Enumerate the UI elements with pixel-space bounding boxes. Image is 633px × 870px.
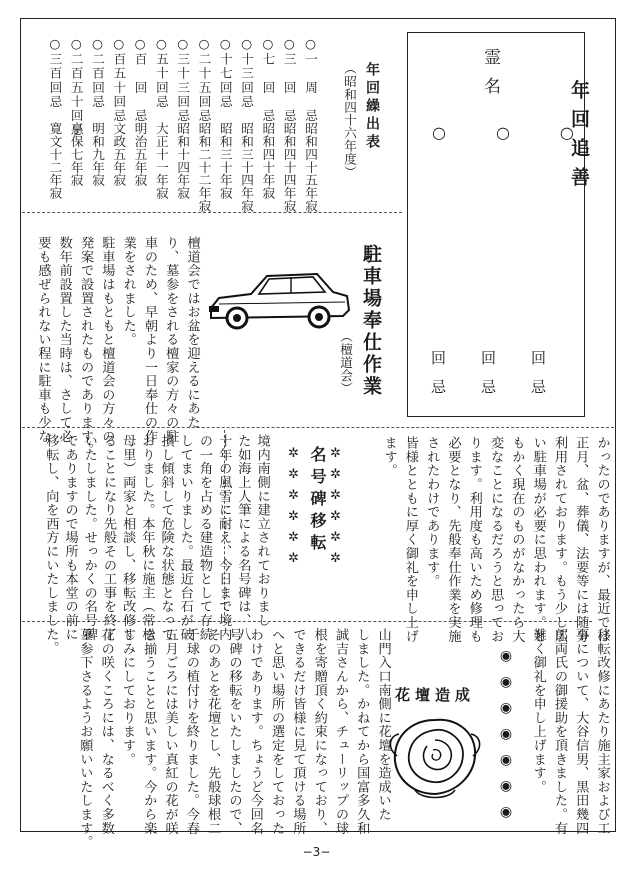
nenkai-row-year: 明和九年寂 [90, 122, 105, 187]
nenkai-row-kaiki: ○十七回忌 [217, 36, 233, 109]
monument-text-column: 母里）両家と相談し、移転改修す [120, 434, 136, 641]
kadan-text-column: しました。かねてから国富多久和 [354, 628, 370, 835]
memorial-kaiki-3: 回忌 [429, 350, 447, 408]
monument-text-column: 十年の風雪に耐え、今日まで境内 [216, 434, 232, 641]
nenkai-row-kaiki: ○百五十回忌 [111, 36, 127, 123]
monument-text-column: ることになり先般その工事を終了 [100, 434, 116, 641]
parking-text-column: 業をされました。 [120, 236, 136, 347]
monument-stars-bottom: ✲✲✲✲✲✲ [286, 446, 301, 572]
parking-text-column: 数年前設置した当時は、さして必 [56, 236, 72, 443]
kadan-text-column: 号碑の移転をいたしましたので、 [226, 628, 242, 835]
kadan-text-column: 根を寄贈頂く約束になっており、 [311, 628, 327, 835]
nenkai-subtitle: （昭和四十六年度） [342, 62, 357, 179]
nenkai-row-kaiki: ○三十三回忌 [175, 36, 191, 123]
page-number: −3− [302, 845, 331, 859]
kadan-decorative-dots: ◉◉◉◉◉◉◉ [498, 648, 514, 830]
monument-text-column: いたしました。せっかくの名号碑 [81, 434, 97, 641]
kadan-text-column: できるだけ皆様に見て頂ける場所 [290, 628, 306, 835]
monument-text-column: 境内南側に建立されておりまし [254, 434, 270, 628]
kadan-text-column: しみにしております。 [119, 628, 135, 766]
nenkai-title: 年回繰出表 [364, 62, 380, 152]
nenkai-row-kaiki: ○二十五回忌 [196, 36, 212, 123]
kadan-title: 花壇造成 [395, 686, 476, 704]
monument-text-column: 損し傾斜して危険な状態となって [158, 434, 174, 641]
parking-text-column: い駐車場が必要に思われます。と [530, 436, 546, 643]
nenkai-row-year: 昭和四十年寂 [260, 122, 276, 200]
memorial-label: 霊名 [480, 48, 500, 106]
parking-text-column: 発案で設置されたものであります。 [78, 236, 94, 457]
rose-illustration [385, 712, 485, 802]
nenkai-row-year: 享保七年寂 [68, 122, 84, 187]
parking-text-column: ます。 [381, 436, 397, 478]
monument-text-column: の一角を占める建造物として存続 [196, 434, 212, 641]
memorial-kaiki-1: 回忌 [529, 350, 547, 408]
nenkai-row-kaiki: ○二百回忌 [90, 36, 105, 109]
nenkai-row-kaiki: ○一 周 忌 [303, 36, 318, 123]
kadan-text-column: 誠吉さんから、チューリップの球 [332, 628, 348, 835]
nenkai-row-year: 昭和三十四年寂 [239, 122, 255, 213]
parking-text-column: り、墓参をされる檀家の方々の駐 [163, 236, 179, 443]
kadan-text-column: そのあとを花壇とし、先般球根二 [205, 628, 221, 835]
parking-byline: （檀道会） [338, 330, 353, 395]
memorial-kaiki-2: 回忌 [479, 350, 497, 408]
parking-text-column: もかく現在のものがなかったら大 [509, 436, 525, 643]
monument-text-column: 移転し、向を西方にいたしました。 [43, 434, 59, 655]
parking-text-column: 変なことになるだろうと思ってお [488, 436, 504, 643]
nenkai-row-kaiki: ○二百五十回忌 [68, 36, 84, 138]
nenkai-row-year: 昭和四十五年寂 [303, 122, 318, 213]
parking-text-column: 利用されております。もう少し広 [551, 436, 567, 643]
kadan-text-column: 五月ごろには美しい真紅の花が咲 [162, 628, 178, 835]
monument-text-column: でありますので場所も本堂の前に [62, 434, 78, 641]
parking-text-column: されたわけであります。 [424, 436, 440, 588]
memorial-title: 年回追善 [568, 80, 590, 196]
kadan-text-column: わけであります。ちょうど今回名 [247, 628, 263, 835]
nenkai-row-kaiki: ○七 回 忌 [260, 36, 276, 123]
kadan-text-column: 山門入口南側に花壇を造成いた [375, 628, 391, 822]
nenkai-row-kaiki: ○百 回 忌 [132, 36, 148, 123]
monument-title: 名号碑移転 [308, 446, 327, 556]
nenkai-row-year: 昭和二十二年寂 [196, 122, 212, 213]
kadan-text-column: 移転改修にあたり施主家および工 [594, 628, 610, 835]
nenkai-row-year: 昭和四十四年寂 [281, 122, 297, 213]
parking-text-column: 皆様とともに厚く御礼を申し上げ [402, 436, 418, 643]
nenkai-row-year: 文政五年寂 [111, 122, 127, 187]
parking-text-column: 駐車場はもともと檀道会の方々の [99, 236, 115, 443]
monument-text-column: おりました。本年秋に施主（常松 [139, 434, 155, 641]
nenkai-row-year: 昭和三十年寂 [217, 122, 233, 200]
nenkai-row-year: 寛文十二年寂 [47, 122, 63, 200]
nenkai-row-kaiki: ○三百回忌 [47, 36, 63, 109]
kadan-text-column: 事について、大谷信男、黒田幾四 [573, 628, 589, 835]
nenkai-row-kaiki: ○十三回忌 [239, 36, 255, 109]
monument-text-column: た如海上人筆による名号碑は、八 [235, 434, 251, 641]
parking-text-column: 正月、盆、葬儀、法要等には随分 [573, 436, 589, 643]
parking-text-column: かったのでありますが、最近では [594, 436, 610, 643]
monument-stars-top: ✲✲✲✲✲✲ [328, 446, 343, 572]
kadan-text-column: 難く御礼を申し上げます。 [530, 628, 546, 794]
kadan-text-column: き揃うことと思います。今から楽 [141, 628, 157, 835]
kadan-text-column: へと思い場所の選定をしておった [269, 628, 285, 835]
nenkai-row-kaiki: ○三 回 忌 [281, 36, 297, 123]
nenkai-row-year: 明治五年寂 [132, 122, 148, 187]
parking-title: 駐車場奉仕作業 [360, 244, 382, 398]
kadan-text-column: 花の咲くころには、なるべく多数 [98, 628, 114, 835]
parking-text-column: 檀道会ではお盆を迎えるにあた [184, 236, 200, 430]
parking-text-column: ります。利用度も高いため修理も [466, 436, 482, 643]
kadan-text-column: 千球の植付けを終りました。今春 [183, 628, 199, 835]
car-window [259, 277, 325, 294]
parking-text-column: 要も感ぜられない程に駐車も少な [35, 236, 51, 443]
car-illustration [205, 262, 353, 342]
parking-text-column: 車のため、早朝より一日奉仕の作 [141, 236, 157, 443]
parking-text-column: 必要となり、先般奉仕作業を実施 [445, 436, 461, 643]
nenkai-row-year: 昭和十四年寂 [175, 122, 191, 200]
kadan-text-column: 郎両氏の御援助を頂きました。有 [551, 628, 567, 835]
monument-text-column: してまいりました。最近台石が破 [177, 434, 193, 641]
nenkai-row-year: 大正十一年寂 [153, 122, 169, 200]
memorial-circles: ○ ○ ○ [432, 123, 580, 142]
kadan-text-column: 墓参下さるようお願いいたします。 [77, 628, 93, 849]
nenkai-row-kaiki: ○五十回忌 [153, 36, 169, 109]
